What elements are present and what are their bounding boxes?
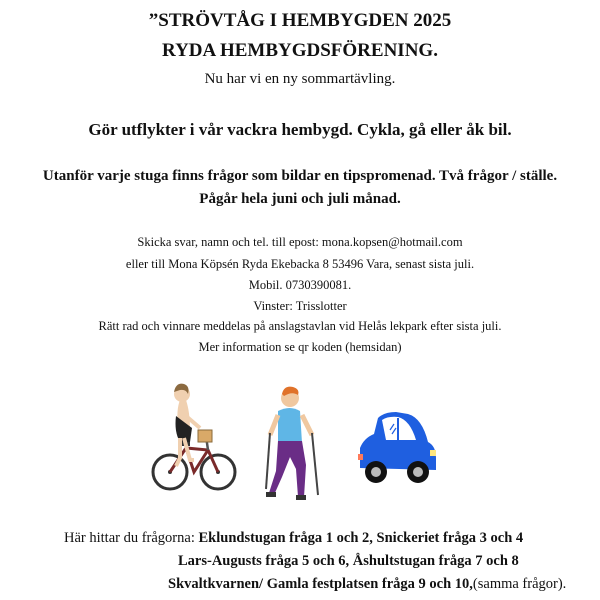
contact-line-1: Skicka svar, namn och tel. till epost: mona.kopsen@hotmail.com (137, 235, 463, 249)
rules-line-2: Pågår hela juni och juli månad. (199, 191, 401, 207)
contact-prizes: Vinster: Trisslotter (253, 299, 347, 313)
locations-suffix: (samma frågor). (472, 576, 567, 592)
contact-line-2: eller till Mona Köpsén Ryda Ekebacka 8 53496 Vara, senast sista juli. (125, 257, 475, 271)
locations-list-1: Eklundstugan fråga 1 och 2, Snickeriet fråga 3 och 4 (198, 530, 524, 546)
locations-list-2: Lars-Augusts fråga 5 och 6, Åshultstugan fråga 7 och 8 (178, 553, 519, 569)
car-icon (352, 408, 438, 490)
rules-line-1: Utanför varje stuga finns frågor som bildar en tipspromenad. Två frågor / ställe. (42, 168, 558, 184)
locations-line-2 (178, 553, 519, 570)
locations-intro: Här hittar du frågorna: (64, 530, 199, 546)
cyclist-icon (150, 380, 240, 495)
locations-list-3: Skvaltkvarnen/ Gamla festplatsen fråga 9 och 10, (168, 576, 473, 592)
intro-text: Nu har vi en ny sommartävling. (204, 71, 396, 87)
tagline: Gör utflykter i vår vackra hembygd. Cykla, gå eller åk bil. (88, 120, 512, 139)
locations-line-1 (64, 530, 523, 547)
contact-phone: Mobil. 0730390081. (248, 278, 352, 292)
contact-winners: Rätt rad och vinnare meddelas på anslagstavlan vid Helås lekpark efter sista juli. (98, 319, 502, 333)
page-title: ”STRÖVTÅG I HEMBYGDEN 2025 (148, 10, 452, 31)
organization-name: RYDA HEMBYGDSFÖRENING. (162, 40, 438, 61)
locations-line-3 (168, 576, 566, 593)
contact-more-info: Mer information se qr koden (hemsidan) (198, 340, 402, 354)
walker-icon (262, 385, 326, 503)
